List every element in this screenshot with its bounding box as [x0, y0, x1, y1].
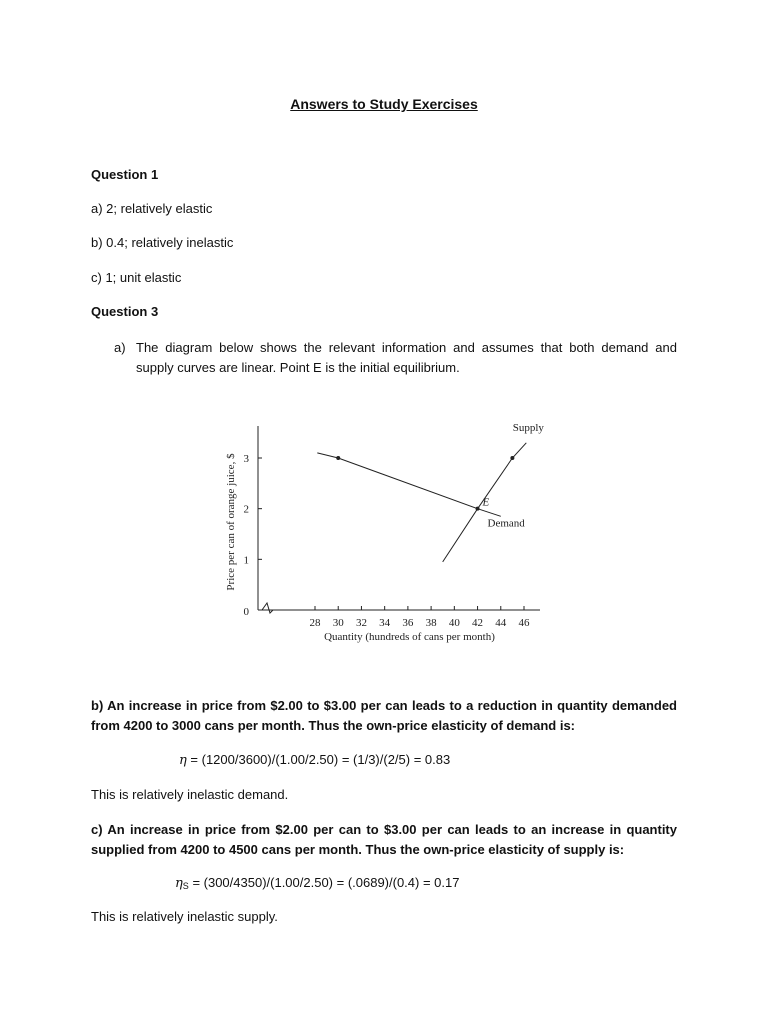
data-point	[476, 507, 480, 511]
x-tick-label: 38	[425, 617, 437, 629]
x-axis-label: Quantity (hundreds of cans per month)	[324, 631, 495, 643]
q3-part-c-text: c) An increase in price from $2.00 per can to $3.00 per can leads to an increase in quantity supplied from 4200 to 4500 cans per month. Thus the own-price elasticity of supply is:	[91, 822, 677, 857]
equilibrium-label: E	[482, 496, 490, 509]
q1-answer-a: a) 2; relatively elastic	[91, 201, 213, 216]
supply-label: Supply	[512, 421, 544, 434]
data-point	[510, 456, 514, 460]
y-axis-label: Price per can of orange juice, $	[225, 453, 237, 591]
x-tick-label: 30	[332, 617, 344, 629]
x-tick-label: 44	[495, 617, 507, 629]
x-tick-label: 42	[472, 617, 484, 629]
eta-symbol: η	[175, 876, 183, 891]
q1-answer-c: c) 1; unit elastic	[91, 270, 182, 285]
axis-break-mark	[262, 603, 276, 613]
q3-part-a-text: The diagram below shows the relevant information and assumes that both demand and supply curves are linear. Point E is the initial equilibrium.	[136, 340, 677, 375]
y-tick-label: 3	[243, 453, 249, 465]
data-point	[336, 456, 340, 460]
q3-part-a	[114, 338, 677, 378]
x-tick-label: 34	[379, 617, 391, 629]
supply-elasticity-equation	[175, 875, 459, 891]
q3-part-b-conclusion: This is relatively inelastic demand.	[91, 787, 289, 802]
y-tick-label: 0	[243, 606, 249, 618]
x-tick-label: 46	[518, 617, 530, 629]
x-tick-label: 28	[309, 617, 321, 629]
x-tick-label: 36	[402, 617, 414, 629]
supply-demand-chart	[218, 418, 554, 654]
demand-elasticity-equation	[179, 752, 450, 768]
supply-elasticity-formula: = (300/4350)/(1.00/2.50) = (.0689)/(0.4) = 0.17	[192, 875, 460, 890]
eta-subscript: S	[182, 881, 189, 891]
demand-elasticity-formula: = (1200/3600)/(1.00/2.50) = (1/3)/(2/5) = 0.83	[190, 752, 451, 767]
page-title: Answers to Study Exercises	[290, 96, 478, 112]
eta-symbol: η	[179, 753, 187, 768]
q3-part-a-marker: a)	[114, 340, 126, 355]
demand-curve	[317, 453, 501, 516]
question-3-heading: Question 3	[91, 304, 159, 319]
q3-part-c-conclusion: This is relatively inelastic supply.	[91, 909, 278, 924]
q1-answer-b: b) 0.4; relatively inelastic	[91, 235, 234, 250]
x-tick-label: 32	[355, 617, 367, 629]
question-1-heading: Question 1	[91, 167, 159, 182]
q3-part-b-text: b) An increase in price from $2.00 to $3.00 per can leads to a reduction in quantity demanded from 4200 to 3000 cans per month. Thus the own-price elasticity of demand is:	[91, 698, 677, 733]
demand-label: Demand	[487, 517, 525, 530]
y-tick-label: 2	[243, 503, 249, 516]
x-tick-label: 40	[448, 617, 460, 629]
y-tick-label: 1	[243, 554, 249, 567]
